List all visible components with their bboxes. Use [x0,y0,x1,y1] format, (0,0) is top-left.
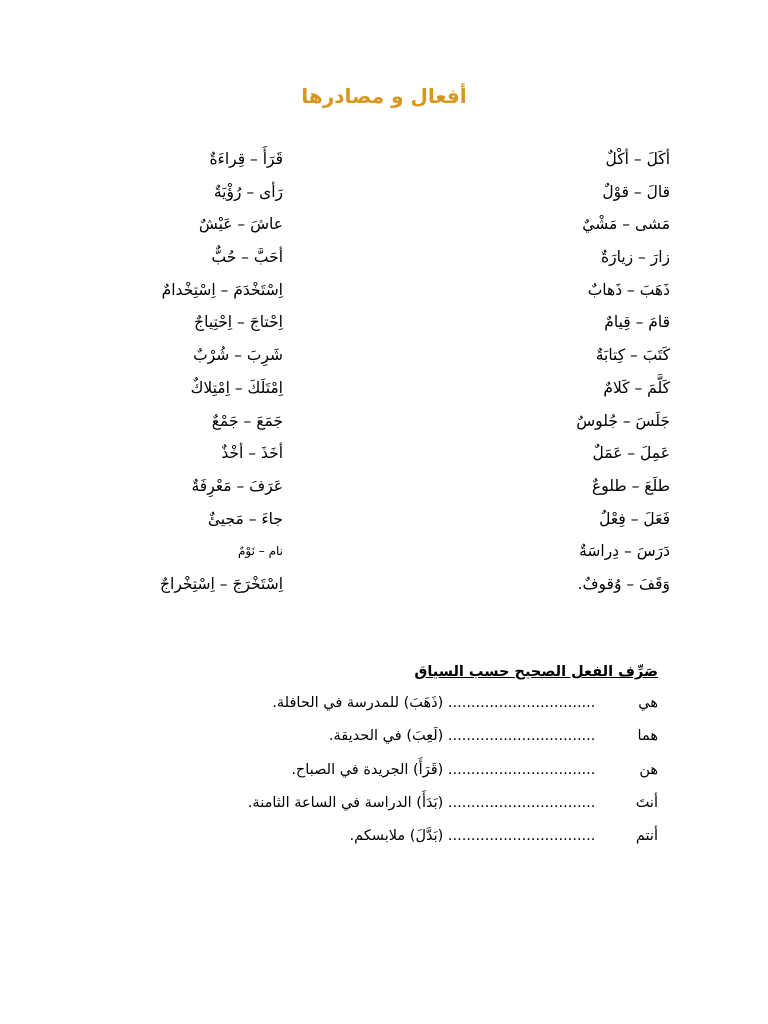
verb-pair: جَمَعَ – جَمْعٌ [211,411,283,430]
answer-blank: ................................ [447,761,596,778]
verb-pair: عاشَ – عَيْشٌ [198,215,283,234]
verb-pair: قَرَأَ – قِراءَةٌ [209,150,283,168]
sentence-rest: (بَدَّلَ) ملابسكم. [349,828,444,845]
answer-blank: ................................ [447,695,596,711]
verb-pair: زارَ – زيارَةٌ [600,248,670,267]
verb-pair: وَقَفَ – وُقوفٌ. [577,574,670,593]
verb-pair: اِحْتاجَ – اِحْتِياجٌ [194,313,283,332]
exercise-section [98,660,658,856]
verb-pair: عَرَفَ – مَعْرِفَةٌ [191,476,283,495]
answer-blank: ................................ [447,728,596,745]
sentence-pronoun: هي [638,695,658,711]
sentence-rest: (لَعِبَ) في الحديقة. [328,728,444,745]
exercise-sentence [98,723,658,756]
exercise-sentence [98,757,658,790]
verb-pair: اِسْتَخْرَجَ – اِسْتِخْراجٌ [160,574,283,593]
sentence-rest: (بَدَأَ) الدراسة في الساعة الثامنة. [247,794,444,811]
verb-pair: شَرِبَ – شُرْبٌ [193,346,283,365]
verb-pair: ذَهَبَ – ذَهابٌ [587,280,670,299]
verbs-column-right [440,146,670,604]
verb-pair: اِسْتَخْدَمَ – اِسْتِخْدامٌ [161,280,283,299]
verb-pair: أخَذَ – أخْذٌ [221,444,283,463]
verb-pair: رَأى – رُؤْيَةٌ [213,182,283,201]
exercise-sentence [98,823,658,856]
verbs-column-left [83,146,283,604]
sentence-rest: (قَرَأَ) الجريدة في الصباح. [291,761,444,778]
verb-pair: اِمْتَلَكَ – اِمْتِلاكٌ [190,378,283,397]
verb-pair: جاءَ – مَجيئٌ [207,509,283,528]
verb-pair: دَرَسَ – دِراسَةٌ [579,542,670,561]
exercise-heading: صَرِّف الفعل الصحيح حسب السياق [414,664,658,680]
verb-pair: طلَعَ – طلوعٌ [591,476,670,495]
verb-pair: أكَلَ – أكْلٌ [605,150,670,168]
verb-pair: كَلَّمَ – كَلامٌ [603,378,670,397]
exercise-sentence [98,790,658,823]
verb-pair: قالَ – قوْلٌ [602,182,670,201]
verb-pair: كَتَبَ – كِتابَةٌ [595,346,670,365]
verb-pair: نام – نَوْمٌ [237,544,283,559]
verb-pair: أحَبَّ – حُبٌّ [211,248,283,267]
verb-pair: فَعَلَ – فِعْلٌ [599,509,670,528]
answer-blank: ................................ [447,794,596,811]
sentence-pronoun: أنتم [635,828,658,845]
page-title: أفعال و مصادرها [301,84,467,108]
verb-pair: مَشى – مَشْيٌ [582,215,670,234]
sentence-pronoun: هن [639,761,658,778]
answer-blank: ................................ [447,828,596,845]
verb-pair: جَلَسَ – جُلوسٌ [576,411,670,430]
verb-pair: عَمِلَ – عَمَلٌ [592,444,670,463]
sentence-rest: (ذَهَبَ) للمدرسة في الحافلة. [272,695,444,711]
verb-pair: قامَ – قِيامٌ [604,313,670,332]
exercise-sentence [98,690,658,723]
sentence-pronoun: أنتَ [635,794,658,811]
sentence-pronoun: هما [637,728,658,745]
